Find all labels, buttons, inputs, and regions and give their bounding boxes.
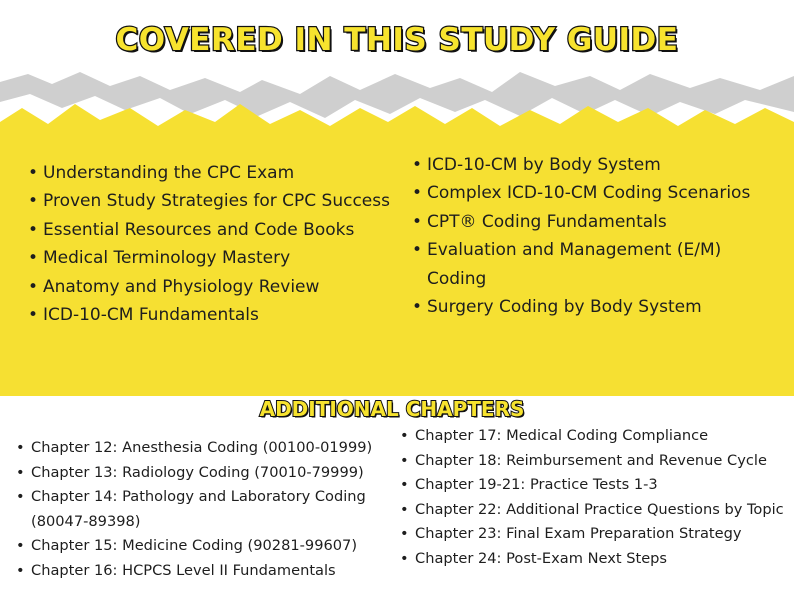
list-item-label: Chapter 16: HCPCS Level II Fundamentals (31, 561, 336, 579)
bullet-icon: • (400, 451, 409, 469)
list-item-label: Complex ICD-10-CM Coding Scenarios (427, 183, 751, 204)
bullet-icon: • (400, 549, 409, 567)
list-item (28, 187, 408, 215)
additional-chapters-left (16, 436, 396, 584)
list-item-label: Surgery Coding by Body System (427, 297, 702, 318)
list-item-label: Chapter 13: Radiology Coding (70010-79999) (31, 463, 364, 481)
list-item-label: Chapter 24: Post-Exam Next Steps (415, 549, 668, 567)
list-item (400, 522, 785, 547)
list-item-label: Understanding the CPC Exam (43, 163, 295, 183)
list-item (16, 485, 396, 534)
list-item-label: ICD-10-CM by Body System (427, 155, 661, 175)
bullet-icon: • (28, 219, 39, 240)
list-item-label: Chapter 15: Medicine Coding (90281-99607) (31, 537, 358, 555)
list-item (412, 151, 782, 179)
list-item (16, 461, 396, 486)
bullet-icon: • (16, 561, 25, 579)
list-item-label: Evaluation and Management (E/M) Coding (427, 240, 722, 289)
additional-chapters-right (400, 424, 785, 572)
bullet-icon: • (400, 427, 409, 444)
list-item-label: Chapter 22: Additional Practice Questions by Topic (415, 500, 784, 518)
bullet-icon: • (16, 439, 25, 456)
list-item-label: Chapter 17: Medical Coding Compliance (415, 427, 709, 444)
list-item-label: CPT® Coding Fundamentals (427, 211, 667, 232)
list-item-label: Essential Resources and Code Books (43, 219, 355, 240)
bullet-icon: • (16, 537, 25, 555)
bullet-icon: • (28, 191, 39, 212)
list-item (412, 208, 782, 236)
list-item-label: Chapter 23: Final Exam Preparation Strategy (415, 525, 742, 543)
list-item (28, 159, 408, 187)
list-item (16, 436, 396, 461)
list-item-label: Medical Terminology Mastery (43, 248, 291, 269)
bullet-icon: • (412, 183, 423, 204)
bullet-icon: • (412, 240, 423, 261)
list-item (28, 301, 408, 329)
list-item-label: Chapter 12: Anesthesia Coding (00100-01999) (31, 439, 373, 456)
list-item-label: Chapter 18: Reimbursement and Revenue Cycle (415, 451, 767, 469)
list-item-label: ICD-10-CM Fundamentals (43, 305, 259, 326)
bullet-icon: • (412, 211, 423, 232)
bullet-icon: • (16, 463, 25, 481)
list-item (412, 236, 782, 293)
bullet-icon: • (28, 248, 39, 269)
bullet-icon: • (400, 525, 409, 543)
list-item (16, 559, 396, 584)
bullet-icon: • (412, 297, 423, 318)
bullet-icon: • (16, 488, 25, 506)
list-item-label: Chapter 19-21: Practice Tests 1-3 (415, 476, 658, 494)
list-item (400, 473, 785, 498)
bullet-icon: • (400, 476, 409, 494)
list-item (400, 449, 785, 474)
bullet-icon: • (28, 163, 39, 183)
page-title: COVERED IN THIS STUDY GUIDE (115, 22, 679, 58)
list-item (400, 498, 785, 523)
bullet-icon: • (400, 500, 409, 518)
list-item (412, 293, 782, 321)
list-item (28, 216, 408, 244)
list-item (16, 534, 396, 559)
list-item (400, 424, 785, 449)
list-item (28, 273, 408, 301)
bullet-icon: • (412, 155, 423, 175)
list-item-label: Anatomy and Physiology Review (43, 276, 320, 297)
list-item (28, 244, 408, 272)
list-item-label: Chapter 14: Pathology and Laboratory Coding (80047-89398) (31, 488, 366, 530)
list-item (412, 179, 782, 207)
additional-chapters-heading: ADDITIONAL CHAPTERS (259, 397, 525, 421)
bullet-icon: • (28, 305, 39, 326)
list-item-label: Proven Study Strategies for CPC Success (43, 191, 390, 212)
main-topics-right (412, 151, 782, 321)
list-item (400, 547, 785, 572)
bullet-icon: • (28, 276, 39, 297)
main-topics-left (28, 159, 408, 329)
